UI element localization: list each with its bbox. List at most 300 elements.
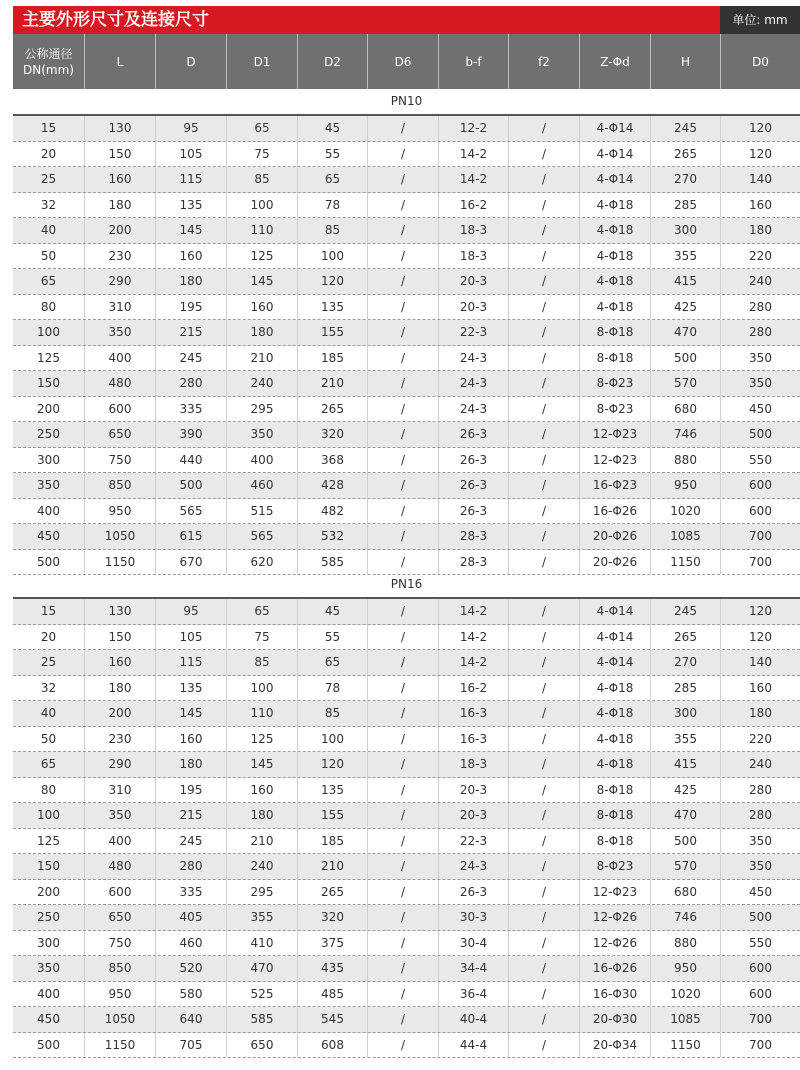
table-cell: / <box>509 550 580 575</box>
table-cell: 12-Φ23 <box>580 880 651 905</box>
table-cell: / <box>368 778 439 803</box>
table-cell: 250 <box>13 905 85 930</box>
table-cell: 1085 <box>651 524 721 549</box>
table-cell: 350 <box>13 473 85 498</box>
table-cell: 8-Φ18 <box>580 829 651 854</box>
table-cell: 545 <box>298 1007 368 1032</box>
table-cell: 180 <box>85 676 156 701</box>
table-cell: 65 <box>227 116 298 141</box>
table-cell: 400 <box>85 829 156 854</box>
table-cell: 400 <box>13 499 85 524</box>
table-cell: 180 <box>156 752 227 777</box>
table-cell: / <box>368 269 439 294</box>
table-cell: 160 <box>749 197 772 212</box>
table-cell: / <box>368 650 439 675</box>
table-cell: / <box>509 116 580 141</box>
table-row <box>13 422 800 448</box>
table-cell: 950 <box>651 956 721 981</box>
table-cell: 55 <box>298 625 368 650</box>
table-cell: 746 <box>651 422 721 447</box>
table-cell: 105 <box>156 142 227 167</box>
table-row <box>13 193 800 219</box>
table-cell: 600 <box>749 961 772 976</box>
table-cell: 210 <box>227 346 298 371</box>
table-cell: 600 <box>749 503 772 518</box>
table-row <box>13 676 800 702</box>
table-row <box>13 931 800 957</box>
table-cell: 16-3 <box>439 701 509 726</box>
table-cell: 280 <box>749 808 772 823</box>
table-cell: / <box>368 905 439 930</box>
table-cell: / <box>509 371 580 396</box>
table-cell: / <box>368 346 439 371</box>
table-cell: 150 <box>85 625 156 650</box>
table-cell: 400 <box>227 448 298 473</box>
table-cell: 245 <box>651 116 721 141</box>
table-cell: 20-Φ30 <box>580 1007 651 1032</box>
table-cell: 600 <box>749 478 772 493</box>
table-cell: 16-Φ26 <box>580 499 651 524</box>
table-cell: 120 <box>749 146 772 161</box>
table-cell: 40 <box>13 218 85 243</box>
table-cell: 950 <box>85 499 156 524</box>
table-cell: 350 <box>85 803 156 828</box>
table-cell: 160 <box>749 680 772 695</box>
table-cell: / <box>368 599 439 624</box>
table-row <box>13 803 800 829</box>
table-cell: 480 <box>85 854 156 879</box>
table-cell: 14-2 <box>439 625 509 650</box>
table-cell: 700 <box>749 1037 772 1052</box>
column-header: D2 <box>298 34 368 89</box>
table-cell: 210 <box>227 829 298 854</box>
table-cell: / <box>509 829 580 854</box>
table-cell: 570 <box>651 371 721 396</box>
table-cell: 8-Φ23 <box>580 397 651 422</box>
table-cell: / <box>368 701 439 726</box>
table-cell: 600 <box>85 397 156 422</box>
table-cell: 450 <box>749 884 772 899</box>
table-row <box>13 116 800 142</box>
table-cell: / <box>509 320 580 345</box>
table-cell: 20 <box>13 625 85 650</box>
table-cell: 1150 <box>651 1033 721 1058</box>
table-cell: 680 <box>651 880 721 905</box>
table-cell: 14-2 <box>439 650 509 675</box>
table-cell: 280 <box>156 854 227 879</box>
table-cell: 44-4 <box>439 1033 509 1058</box>
table-cell: 45 <box>298 116 368 141</box>
table-cell: / <box>509 982 580 1007</box>
table-cell: 230 <box>85 244 156 269</box>
table-cell: 180 <box>85 193 156 218</box>
table-cell: 300 <box>651 218 721 243</box>
table-cell: 355 <box>651 244 721 269</box>
table-cell: 140 <box>749 172 772 187</box>
table-row <box>13 397 800 423</box>
table-cell: 440 <box>156 448 227 473</box>
table-cell: 1020 <box>651 982 721 1007</box>
table-cell: 78 <box>298 676 368 701</box>
table-cell: 880 <box>651 931 721 956</box>
table-row <box>13 448 800 474</box>
table-row <box>13 854 800 880</box>
table-cell: 15 <box>13 599 85 624</box>
table-cell: 180 <box>227 320 298 345</box>
table-cell: 428 <box>298 473 368 498</box>
table-cell: / <box>509 448 580 473</box>
table-cell: 350 <box>13 956 85 981</box>
table-cell: / <box>509 854 580 879</box>
table-cell: 25 <box>13 650 85 675</box>
table-row <box>13 473 800 499</box>
table-cell: 8-Φ18 <box>580 778 651 803</box>
table-cell: 65 <box>227 599 298 624</box>
table-cell: 210 <box>298 854 368 879</box>
table-cell: 550 <box>749 452 772 467</box>
table-cell: / <box>509 244 580 269</box>
table-cell: 34-4 <box>439 956 509 981</box>
table-cell: 15 <box>13 116 85 141</box>
table-cell: 32 <box>13 676 85 701</box>
page-title: 主要外形尺寸及连接尺寸 <box>22 10 209 30</box>
table-cell: 650 <box>85 905 156 930</box>
table-cell: 120 <box>749 604 772 619</box>
table-cell: 4-Φ14 <box>580 650 651 675</box>
table-cell: / <box>368 320 439 345</box>
table-cell: / <box>509 880 580 905</box>
table-cell: 85 <box>227 167 298 192</box>
table-cell: 115 <box>156 650 227 675</box>
table-cell: / <box>368 218 439 243</box>
table-cell: 390 <box>156 422 227 447</box>
table-cell: / <box>509 778 580 803</box>
table-cell: 4-Φ18 <box>580 727 651 752</box>
table-cell: 285 <box>651 193 721 218</box>
table-cell: 28-3 <box>439 524 509 549</box>
table-cell: 215 <box>156 803 227 828</box>
table-cell: 18-3 <box>439 244 509 269</box>
table-cell: 600 <box>85 880 156 905</box>
table-cell: 700 <box>749 554 772 569</box>
table-cell: / <box>368 397 439 422</box>
table-cell: 16-Φ26 <box>580 956 651 981</box>
table-row <box>13 829 800 855</box>
table-cell: 620 <box>227 550 298 575</box>
table-row <box>13 524 800 550</box>
table-cell: 500 <box>156 473 227 498</box>
table-cell: / <box>509 701 580 726</box>
table-cell: 135 <box>156 676 227 701</box>
table-cell: 120 <box>749 121 772 136</box>
table-cell: 565 <box>156 499 227 524</box>
table-cell: 4-Φ18 <box>580 244 651 269</box>
table-cell: / <box>368 116 439 141</box>
table-row <box>13 142 800 168</box>
table-cell: 120 <box>298 752 368 777</box>
table-cell: 245 <box>156 346 227 371</box>
table-cell: 265 <box>298 397 368 422</box>
table-cell: / <box>368 167 439 192</box>
table-cell: 640 <box>156 1007 227 1032</box>
table-cell: 135 <box>156 193 227 218</box>
table-cell: 55 <box>298 142 368 167</box>
table-cell: 450 <box>749 401 772 416</box>
table-cell: / <box>368 803 439 828</box>
table-row <box>13 269 800 295</box>
table-cell: 12-Φ23 <box>580 422 651 447</box>
table-cell: 4-Φ18 <box>580 269 651 294</box>
table-cell: 525 <box>227 982 298 1007</box>
table-cell: 160 <box>227 295 298 320</box>
table-cell: 12-Φ26 <box>580 905 651 930</box>
table-cell: / <box>509 625 580 650</box>
table-cell: 16-2 <box>439 676 509 701</box>
table-cell: 520 <box>156 956 227 981</box>
table-cell: / <box>368 854 439 879</box>
table-cell: 110 <box>227 701 298 726</box>
table-cell: 125 <box>227 244 298 269</box>
table-cell: / <box>368 448 439 473</box>
table-row <box>13 1033 800 1059</box>
table-cell: / <box>509 752 580 777</box>
table-cell: / <box>509 397 580 422</box>
table-cell: 14-2 <box>439 599 509 624</box>
table-row <box>13 167 800 193</box>
table-cell: 500 <box>13 1033 85 1058</box>
table-cell: 120 <box>298 269 368 294</box>
table-cell: 335 <box>156 397 227 422</box>
table-cell: 250 <box>13 422 85 447</box>
table-cell: 130 <box>85 116 156 141</box>
table-cell: 585 <box>227 1007 298 1032</box>
table-cell: 585 <box>298 550 368 575</box>
table-cell: 200 <box>85 701 156 726</box>
table-cell: 8-Φ18 <box>580 346 651 371</box>
table-row <box>13 320 800 346</box>
table-cell: / <box>509 346 580 371</box>
table-cell: 950 <box>651 473 721 498</box>
table-cell: 320 <box>298 422 368 447</box>
table-cell: 100 <box>13 803 85 828</box>
table-cell: 4-Φ18 <box>580 676 651 701</box>
table-cell: 30-3 <box>439 905 509 930</box>
table-cell: 65 <box>298 650 368 675</box>
table-cell: 195 <box>156 778 227 803</box>
table-row <box>13 244 800 270</box>
table-cell: 120 <box>749 629 772 644</box>
table-cell: 750 <box>85 931 156 956</box>
table-cell: 415 <box>651 269 721 294</box>
table-cell: 140 <box>749 655 772 670</box>
table-cell: / <box>368 956 439 981</box>
table-cell: 20-3 <box>439 778 509 803</box>
table-cell: 130 <box>85 599 156 624</box>
table-cell: 850 <box>85 473 156 498</box>
table-cell: 125 <box>227 727 298 752</box>
table-cell: 265 <box>651 142 721 167</box>
table-cell: 20-Φ26 <box>580 524 651 549</box>
table-cell: 18-3 <box>439 218 509 243</box>
table-cell: 500 <box>749 427 772 442</box>
table-cell: 320 <box>298 905 368 930</box>
table-cell: 20-3 <box>439 295 509 320</box>
table-cell: 150 <box>13 371 85 396</box>
table-cell: 350 <box>749 376 772 391</box>
table-cell: 4-Φ14 <box>580 599 651 624</box>
table-cell: 135 <box>298 295 368 320</box>
table-cell: 135 <box>298 778 368 803</box>
table-cell: 470 <box>651 803 721 828</box>
table-cell: 36-4 <box>439 982 509 1007</box>
table-row <box>13 956 800 982</box>
table-cell: 16-2 <box>439 193 509 218</box>
table-cell: 8-Φ23 <box>580 371 651 396</box>
table-cell: / <box>509 905 580 930</box>
table-cell: 160 <box>227 778 298 803</box>
column-header: L <box>85 34 156 89</box>
table-row <box>13 905 800 931</box>
section-pn16 <box>13 572 800 1058</box>
table-cell: 500 <box>749 910 772 925</box>
table-cell: 570 <box>651 854 721 879</box>
table-cell: 355 <box>651 727 721 752</box>
table-cell: 160 <box>156 727 227 752</box>
table-cell: 310 <box>85 778 156 803</box>
table-cell: 300 <box>651 701 721 726</box>
table-cell: 26-3 <box>439 422 509 447</box>
table-cell: 105 <box>156 625 227 650</box>
table-cell: 75 <box>227 625 298 650</box>
table-cell: / <box>509 931 580 956</box>
table-cell: 240 <box>227 854 298 879</box>
table-cell: 160 <box>85 650 156 675</box>
table-cell: 335 <box>156 880 227 905</box>
table-cell: 290 <box>85 752 156 777</box>
table-row <box>13 371 800 397</box>
table-cell: 880 <box>651 448 721 473</box>
table-cell: 240 <box>749 274 772 289</box>
column-header: Z-Φd <box>580 34 651 89</box>
table-cell: 26-3 <box>439 473 509 498</box>
table-cell: 24-3 <box>439 346 509 371</box>
table-cell: / <box>368 550 439 575</box>
section-pn10 <box>13 89 800 575</box>
table-row <box>13 650 800 676</box>
table-cell: / <box>509 599 580 624</box>
table-cell: 565 <box>227 524 298 549</box>
table-cell: 4-Φ18 <box>580 218 651 243</box>
table-cell: 245 <box>156 829 227 854</box>
table-cell: 310 <box>85 295 156 320</box>
table-cell: 608 <box>298 1033 368 1058</box>
table-cell: 700 <box>749 529 772 544</box>
table-cell: 482 <box>298 499 368 524</box>
table-cell: / <box>368 982 439 1007</box>
table-cell: 470 <box>651 320 721 345</box>
table-cell: / <box>509 422 580 447</box>
table-cell: 295 <box>227 880 298 905</box>
table-cell: 270 <box>651 650 721 675</box>
table-cell: 450 <box>13 1007 85 1032</box>
table-cell: 460 <box>156 931 227 956</box>
table-cell: 460 <box>227 473 298 498</box>
table-cell: 20 <box>13 142 85 167</box>
table-cell: 16-Φ23 <box>580 473 651 498</box>
table-cell: / <box>509 1007 580 1032</box>
table-cell: 532 <box>298 524 368 549</box>
table-cell: 650 <box>85 422 156 447</box>
table-cell: 500 <box>13 550 85 575</box>
table-cell: / <box>509 218 580 243</box>
table-cell: 1150 <box>651 550 721 575</box>
column-header: D <box>156 34 227 89</box>
table-cell: 80 <box>13 295 85 320</box>
table-cell: 78 <box>298 193 368 218</box>
table-cell: / <box>368 1033 439 1058</box>
table-cell: / <box>509 499 580 524</box>
table-cell: 160 <box>85 167 156 192</box>
table-cell: 4-Φ18 <box>580 752 651 777</box>
table-cell: 680 <box>651 397 721 422</box>
table-cell: 65 <box>13 752 85 777</box>
table-cell: 12-Φ26 <box>580 931 651 956</box>
table-cell: 200 <box>85 218 156 243</box>
table-cell: 950 <box>85 982 156 1007</box>
table-cell: 280 <box>749 325 772 340</box>
table-cell: / <box>509 803 580 828</box>
column-header: H <box>651 34 721 89</box>
table-row <box>13 625 800 651</box>
table-cell: 1150 <box>85 1033 156 1058</box>
section-title: PN16 <box>13 572 800 599</box>
table-row <box>13 499 800 525</box>
table-cell: 270 <box>651 167 721 192</box>
table-cell: / <box>509 167 580 192</box>
table-cell: / <box>509 676 580 701</box>
table-cell: 670 <box>156 550 227 575</box>
table-cell: 100 <box>227 193 298 218</box>
table-cell: 18-3 <box>439 752 509 777</box>
table-cell: 25 <box>13 167 85 192</box>
table-cell: 22-3 <box>439 829 509 854</box>
table-cell: 24-3 <box>439 371 509 396</box>
table-cell: 100 <box>298 244 368 269</box>
table-cell: 265 <box>651 625 721 650</box>
unit-label: 单位: mm <box>720 6 800 34</box>
table-cell: 110 <box>227 218 298 243</box>
table-cell: 500 <box>651 346 721 371</box>
table-cell: / <box>509 524 580 549</box>
table-cell: 26-3 <box>439 880 509 905</box>
table-cell: 230 <box>85 727 156 752</box>
table-cell: 1020 <box>651 499 721 524</box>
table-cell: 550 <box>749 935 772 950</box>
table-cell: 410 <box>227 931 298 956</box>
table-cell: 200 <box>13 397 85 422</box>
table-cell: / <box>368 931 439 956</box>
table-cell: 95 <box>156 116 227 141</box>
table-cell: / <box>368 1007 439 1032</box>
table-cell: 350 <box>749 350 772 365</box>
table-cell: 180 <box>749 706 772 721</box>
table-row <box>13 701 800 727</box>
table-cell: 355 <box>227 905 298 930</box>
table-cell: / <box>368 524 439 549</box>
table-cell: / <box>368 142 439 167</box>
table-cell: 32 <box>13 193 85 218</box>
table-cell: 215 <box>156 320 227 345</box>
